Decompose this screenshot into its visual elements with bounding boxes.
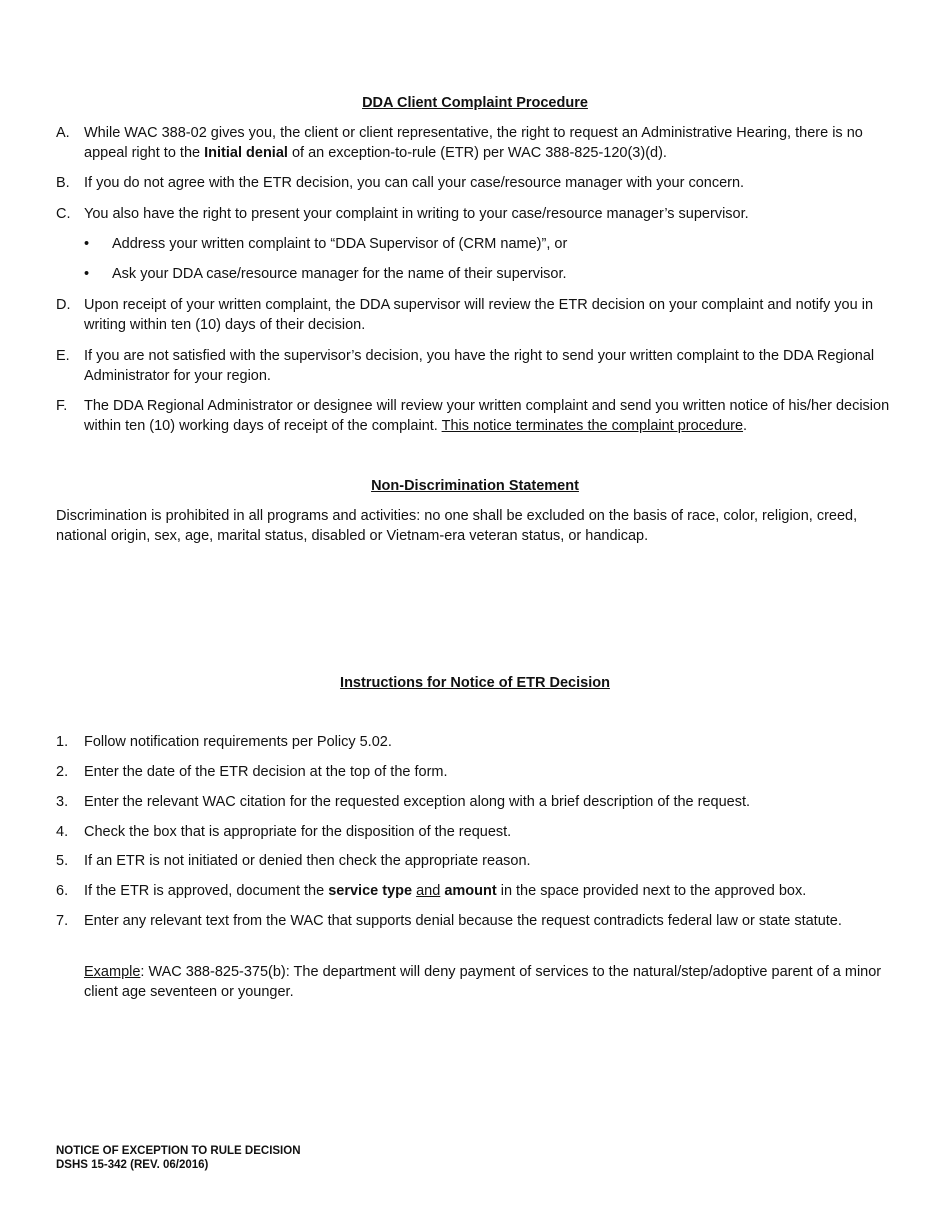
instruction-item-1 [56, 732, 896, 752]
item-marker: F. [56, 398, 68, 414]
complaint-item-d [56, 295, 896, 335]
item-marker: 7. [56, 913, 69, 929]
item-text: If you do not agree with the ETR decision, you can call your case/resource manager with your concern. [84, 175, 745, 191]
item-text: Check the box that is appropriate for the disposition of the request. [84, 824, 512, 840]
item-marker: A. [56, 125, 70, 141]
instructions-heading: Instructions for Notice of ETR Decision [340, 675, 610, 691]
complaint-item-a [56, 123, 896, 163]
instruction-item-7 [56, 911, 896, 931]
example-label: Example [84, 964, 141, 980]
form-footer [56, 1144, 301, 1172]
item-text: If you are not satisfied with the supervisor’s decision, you have the right to send your written complaint to the DDA Regional Administrator for your region. [84, 348, 875, 384]
item-marker: 6. [56, 883, 69, 899]
complaint-item-f [56, 396, 896, 436]
item-marker: D. [56, 297, 71, 313]
form-title: NOTICE OF EXCEPTION TO RULE DECISION [56, 1145, 301, 1157]
item-marker: C. [56, 206, 71, 222]
item-text: While WAC 388-02 gives you, the client or client representative, the right to request an Administrative Hearing, there is no appeal right to the Initial denial of an exception-to-rule (ETR) per WAC 388-825-120(3)(d). [84, 125, 863, 161]
nondiscrimination-text: Discrimination is prohibited in all programs and activities: no one shall be excluded on the basis of race, color, religion, creed, national origin, sex, age, marital status, disabled or Vietnam-era veteran status, or handicap. [56, 508, 858, 544]
item-marker: 1. [56, 734, 69, 750]
form-number: DSHS 15-342 (REV. 06/2016) [56, 1159, 209, 1171]
instruction-item-3 [56, 792, 896, 812]
nondiscrimination-heading: Non-Discrimination Statement [371, 478, 579, 494]
instruction-example [84, 962, 896, 1002]
item-text: Upon receipt of your written complaint, the DDA supervisor will review the ETR decision on your complaint and notify you in writing within ten (10) days of their decision. [84, 297, 874, 333]
complaint-bullet-1 [84, 234, 884, 254]
complaint-item-e [56, 346, 896, 386]
complaint-item-b [56, 173, 896, 193]
bullet-text: Ask your DDA case/resource manager for the name of their supervisor. [112, 266, 567, 282]
instruction-item-5 [56, 851, 896, 871]
item-text: The DDA Regional Administrator or designee will review your written complaint and send you written notice of his/her decision within ten (10) working days of receipt of the complaint. This notice terminates the complaint procedure. [84, 398, 890, 434]
item-marker: 3. [56, 794, 69, 810]
item-marker: 2. [56, 764, 69, 780]
item-marker: 4. [56, 824, 69, 840]
item-marker: E. [56, 348, 70, 364]
item-text: If the ETR is approved, document the service type and amount in the space provided next to the approved box. [84, 883, 807, 899]
item-marker: B. [56, 175, 70, 191]
complaint-bullet-2 [84, 264, 884, 284]
example-text: : WAC 388-825-375(b): The department will deny payment of services to the natural/step/adoptive parent of a minor client age seventeen or younger. [84, 964, 882, 1000]
item-text: Enter the relevant WAC citation for the requested exception along with a brief description of the request. [84, 794, 751, 810]
bullet-marker: • [84, 266, 90, 282]
instruction-item-2 [56, 762, 896, 782]
item-text: You also have the right to present your complaint in writing to your case/resource manager’s supervisor. [84, 206, 749, 222]
instruction-item-4 [56, 822, 896, 842]
instruction-item-6 [56, 881, 896, 901]
item-text: Follow notification requirements per Policy 5.02. [84, 734, 392, 750]
item-marker: 5. [56, 853, 69, 869]
bullet-text: Address your written complaint to “DDA Supervisor of (CRM name)”, or [112, 236, 568, 252]
bullet-marker: • [84, 236, 90, 252]
complaint-heading: DDA Client Complaint Procedure [362, 95, 588, 111]
complaint-item-c [56, 204, 896, 224]
item-text: Enter the date of the ETR decision at the top of the form. [84, 764, 448, 780]
item-text: Enter any relevant text from the WAC that supports denial because the request contradicts federal law or state statute. [84, 913, 842, 929]
item-text: If an ETR is not initiated or denied then check the appropriate reason. [84, 853, 531, 869]
